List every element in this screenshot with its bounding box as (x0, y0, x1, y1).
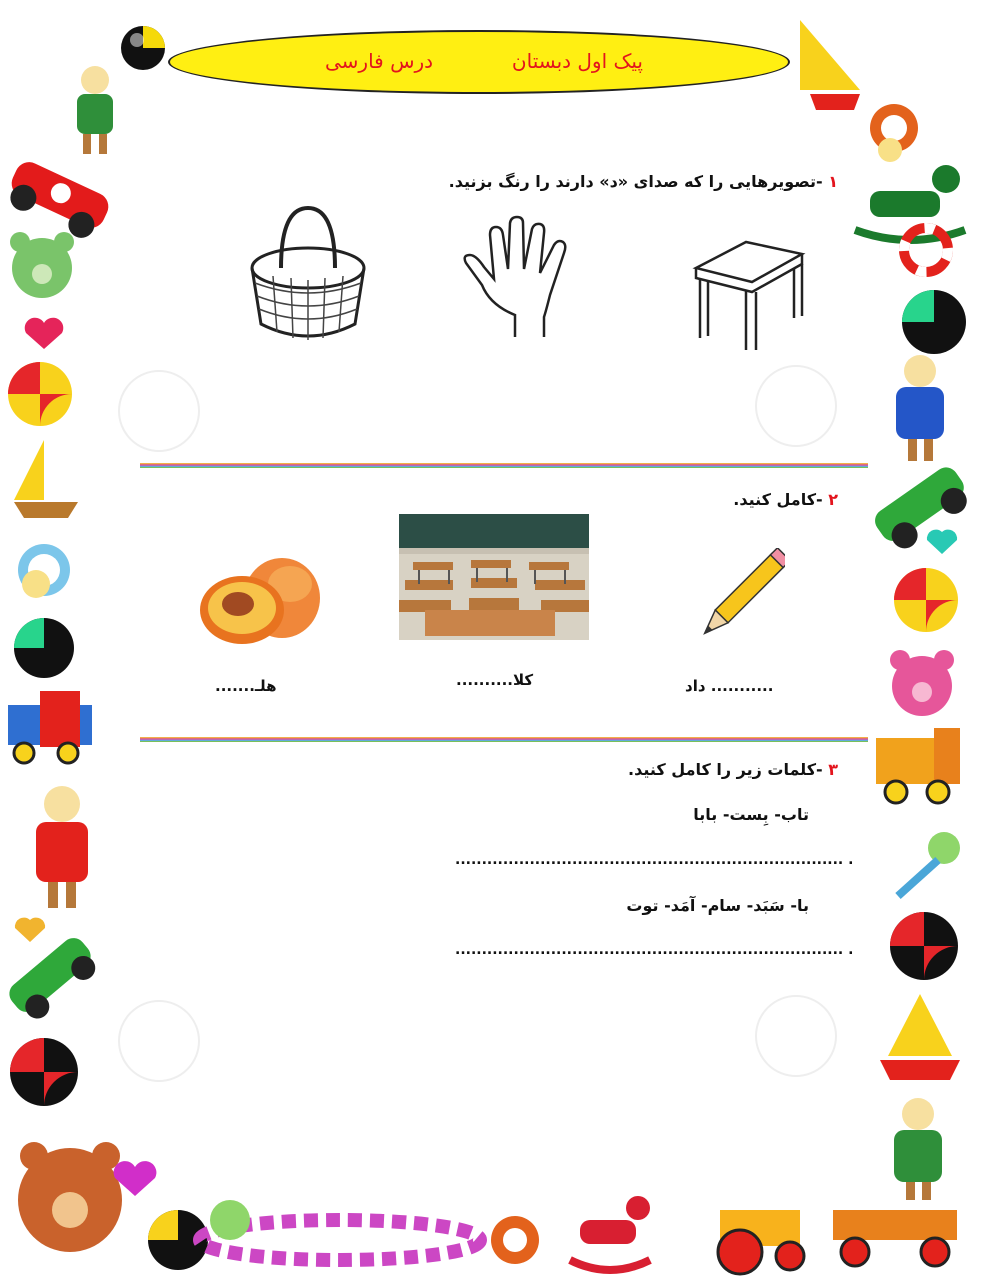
word-list-1: تاب- بِست- بابا (693, 805, 809, 824)
hand-illustration (460, 215, 590, 345)
teddy-bear-icon (10, 232, 74, 298)
question-2-number: ۲ (828, 490, 838, 509)
pacifier-icon (18, 544, 70, 598)
header-title-subject: درس فارسی (325, 49, 434, 73)
question-1-heading (449, 172, 838, 191)
watermark-swirl (118, 1000, 200, 1082)
toy-train-icon (876, 728, 960, 803)
question-1-text: -تصویرهایی را که صدای «د» دارند را رنگ بزنید. (448, 172, 823, 191)
section-divider (140, 737, 868, 742)
pacifier-icon (491, 1216, 539, 1264)
life-ring-icon (904, 228, 948, 272)
rattle-icon (898, 832, 960, 896)
doll-icon (77, 66, 113, 154)
toy-tractor-icon (718, 1210, 804, 1274)
ball-icon (894, 568, 958, 632)
peach-illustration (198, 554, 328, 654)
doll-icon (36, 786, 88, 908)
heart-icon (25, 318, 64, 349)
teddy-bear-icon (18, 1142, 122, 1252)
ball-icon (10, 1038, 78, 1106)
doll-icon (896, 355, 944, 461)
rattle-toy-icon (200, 1200, 480, 1260)
question-2-heading (733, 490, 838, 509)
blank-word-2: کلا.......... (456, 671, 534, 689)
watermark-swirl (118, 370, 200, 452)
classroom-photo (399, 514, 589, 640)
header-banner (168, 30, 790, 94)
section-divider (140, 463, 868, 468)
heart-icon (927, 530, 957, 554)
teddy-bear-icon (890, 650, 954, 716)
header-title-school: پیک اول دبستان (511, 49, 643, 73)
ball-icon (8, 362, 72, 426)
race-car-icon (2, 158, 113, 245)
word-list-2: با- سَبَد- سام- آمَد- توت (626, 896, 809, 915)
sailboat-icon (800, 20, 860, 110)
answer-line-1[interactable]: ......................................................................... . (455, 852, 854, 868)
ball-icon (14, 618, 74, 678)
blank-word-3: هلـ....... (215, 677, 277, 695)
table-illustration (690, 238, 810, 358)
sailboat-icon (14, 440, 78, 518)
race-car-icon (870, 463, 976, 557)
ball-icon (890, 912, 958, 980)
heart-icon (15, 918, 45, 942)
toy-trailer-icon (833, 1210, 957, 1266)
question-3-number: ۳ (828, 760, 838, 779)
sailboat-icon (880, 994, 960, 1080)
question-3-heading (628, 760, 838, 779)
rocking-horse-icon (570, 1196, 650, 1270)
question-2-text: -کامل کنید. (733, 490, 823, 509)
question-3-text: -کلمات زیر را کامل کنید. (628, 760, 823, 779)
question-1-number: ۱ (828, 172, 838, 191)
watermark-swirl (755, 995, 837, 1077)
ball-icon (902, 290, 966, 354)
doll-icon (894, 1098, 942, 1200)
basket-illustration (243, 198, 373, 348)
race-car-icon (4, 933, 103, 1026)
blank-word-1: ........... داد (685, 677, 774, 695)
answer-line-2[interactable]: ......................................................................... . (455, 942, 854, 958)
pacifier-icon (870, 104, 918, 162)
ball-icon (121, 26, 165, 70)
pencil-illustration (695, 548, 785, 648)
watermark-swirl (755, 365, 837, 447)
toy-train-icon (8, 691, 92, 763)
